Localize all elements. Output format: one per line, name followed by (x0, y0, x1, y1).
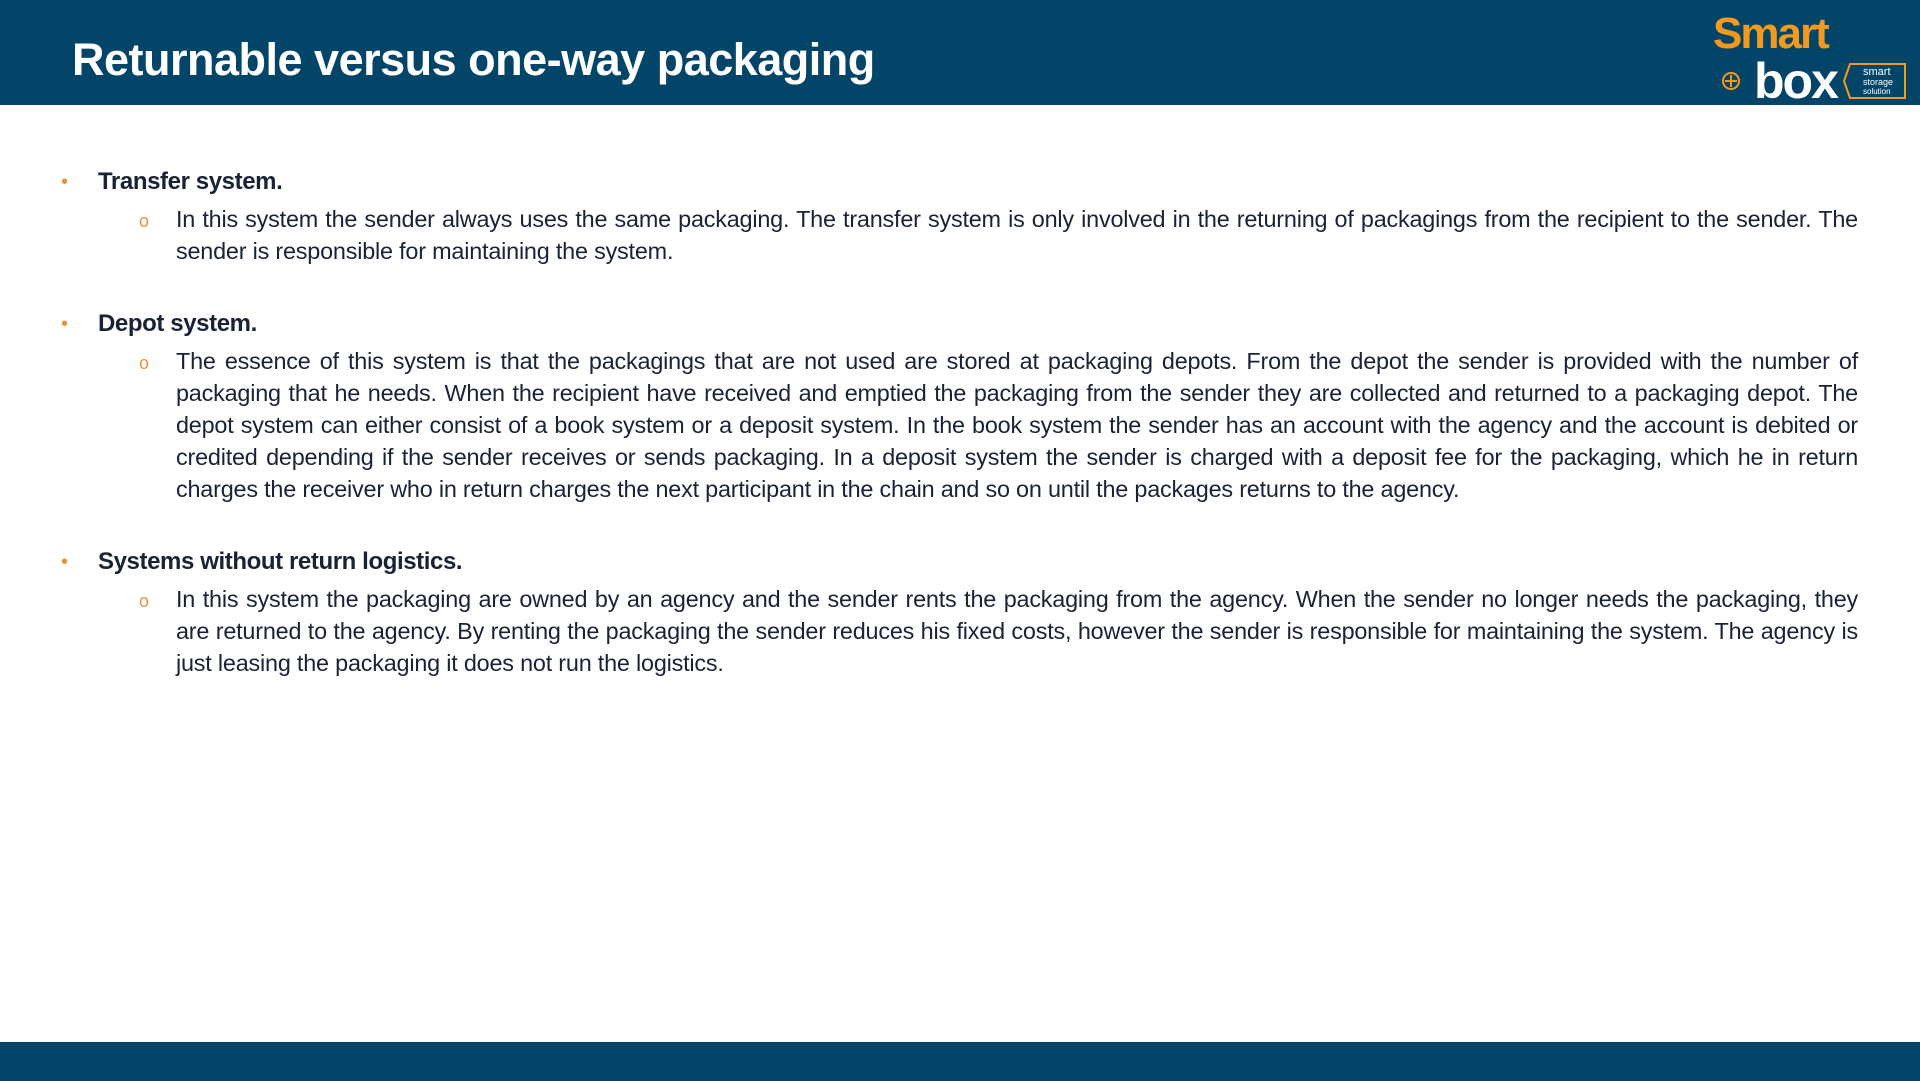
bullet-row (0, 545, 1920, 583)
circle-bullet-icon: o (139, 211, 150, 231)
sub-bullet-row (0, 203, 1920, 267)
section-heading: Systems without return logistics. (98, 548, 463, 575)
bullet-row (0, 165, 1920, 203)
circle-bullet-icon: o (139, 353, 150, 373)
plus-circle-icon (1723, 73, 1739, 89)
header-bar (0, 0, 1920, 105)
footer-bar (0, 1042, 1920, 1081)
section-systems-without-return-logistics (0, 545, 1920, 679)
sub-bullet-row (0, 583, 1920, 679)
sub-bullet-row (0, 345, 1920, 505)
bullet-row (0, 307, 1920, 345)
section-heading: Transfer system. (98, 168, 283, 195)
section-heading: Depot system. (98, 310, 257, 337)
bullet-icon: • (61, 171, 69, 193)
section-text: In this system the packaging are owned by an agency and the sender rents the packaging from the agency. When the sender no longer needs the packaging, they are returned to the agency. By renting the packaging the sender reduces his fixed costs, however the sender is responsible for maintaining the system. The agency is just leasing the packaging it does not run the logistics. (176, 586, 1858, 676)
bullet-icon: • (61, 551, 69, 573)
section-text: The essence of this system is that the packagings that are not used are stored at packaging depots. From the depot the sender is provided with the number of packaging that he needs. When the recipient have received and emptied the packaging from the sender they are collected and returned to a packaging depot. The depot system can either consist of a book system or a deposit system. In the book system the sender has an account with the agency and the account is debited or credited depending if the sender receives or sends packaging. In a deposit system the sender is charged with a deposit fee for the packaging, which he in return charges the receiver who in return charges the next participant in the chain and so on until the packages returns to the agency. (176, 348, 1858, 502)
slide-content (0, 165, 1920, 719)
logo-tagline-2: storage (1863, 77, 1894, 87)
circle-bullet-icon: o (139, 591, 150, 611)
logo-tagline-1: smart (1863, 66, 1891, 78)
section-text: In this system the sender always uses the same packaging. The transfer system is only involved in the returning of packagings from the recipient to the sender. The sender is responsible for maintaining the system. (176, 206, 1858, 264)
logo-tagline-3: solution (1863, 87, 1891, 96)
smartbox-logo (1710, 8, 1910, 102)
page-title: Returnable versus one-way packaging (72, 34, 875, 85)
section-depot-system (0, 307, 1920, 505)
logo-smart-text: Smart (1713, 9, 1828, 58)
logo-box-text: box (1754, 53, 1837, 102)
bullet-icon: • (61, 313, 69, 335)
section-transfer-system (0, 165, 1920, 267)
